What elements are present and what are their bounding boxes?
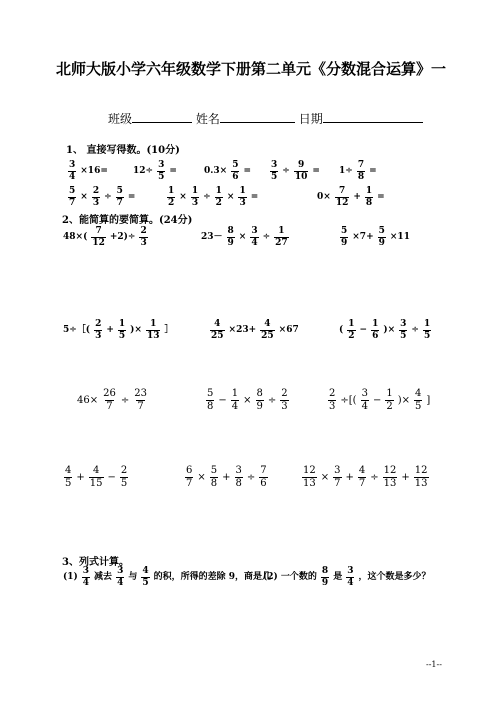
fraction	[231, 161, 239, 182]
name-label: 姓名	[195, 112, 220, 126]
numerator: 1	[348, 319, 355, 329]
denominator: 10	[294, 172, 308, 182]
expression-text: =	[369, 166, 377, 176]
denominator: 3	[140, 238, 147, 248]
fraction	[141, 567, 149, 588]
problem	[300, 466, 431, 489]
denominator: 9	[321, 578, 329, 588]
numerator: 5	[116, 186, 123, 196]
problem	[132, 161, 178, 182]
fraction	[340, 227, 348, 248]
expression-text: ×	[80, 192, 88, 202]
fraction	[321, 567, 329, 588]
fraction	[256, 389, 264, 412]
fraction	[231, 389, 239, 412]
fraction	[333, 466, 341, 489]
expression-text: )×	[383, 325, 396, 335]
denominator: 25	[261, 331, 274, 341]
class-field[interactable]	[132, 110, 192, 123]
denominator: 5	[65, 478, 72, 489]
denominator: 5	[120, 478, 128, 489]
fraction	[210, 320, 225, 341]
denominator: 6	[260, 478, 267, 489]
problem	[204, 389, 291, 412]
numerator: 7	[338, 186, 346, 196]
numerator: 7	[260, 465, 267, 476]
numerator: 5	[207, 388, 214, 399]
denominator: 8	[235, 478, 242, 489]
fraction	[215, 187, 223, 208]
numerator: 1	[239, 186, 246, 196]
denominator: 8	[365, 198, 373, 208]
numerator: 5	[341, 226, 348, 236]
expression-text: ×	[179, 192, 187, 202]
expression-text: ÷	[120, 394, 130, 406]
denominator: 2	[348, 331, 355, 341]
numerator: 4	[142, 566, 149, 576]
fraction	[191, 187, 199, 208]
fraction	[335, 187, 350, 208]
numerator: 1	[278, 226, 285, 236]
numerator: 2	[92, 186, 100, 196]
numerator: 5	[210, 465, 218, 476]
denominator: 9	[341, 238, 348, 248]
expression-text: ×	[320, 471, 330, 483]
denominator: 4	[231, 401, 239, 412]
numerator: 6	[186, 465, 193, 476]
denominator: 3	[95, 331, 102, 341]
expression-text: ×	[226, 192, 235, 202]
expression-text: +2)÷	[109, 232, 136, 242]
fraction	[383, 466, 398, 489]
numerator: 3	[82, 566, 90, 576]
fraction	[414, 389, 422, 412]
fraction	[139, 227, 147, 248]
fraction	[146, 320, 161, 341]
numerator: 12	[303, 465, 316, 476]
denominator: 7	[334, 478, 341, 489]
denominator: 3	[239, 198, 246, 208]
problem	[165, 187, 259, 208]
denominator: 4	[82, 578, 90, 588]
expression-text: −	[107, 471, 116, 483]
fraction	[118, 320, 126, 341]
numerator: 1	[191, 186, 199, 196]
expression-text: 0.3×	[204, 166, 228, 176]
problem	[200, 227, 291, 248]
fraction	[260, 320, 275, 341]
denominator: 8	[210, 478, 218, 489]
expression-text: ÷	[267, 394, 277, 406]
numerator: 1	[372, 319, 379, 329]
denominator: 9	[378, 238, 385, 248]
fraction	[102, 389, 117, 412]
denominator: 2	[168, 198, 175, 208]
denominator: 4	[117, 578, 124, 588]
fraction	[371, 320, 379, 341]
expression-text: 5÷［(	[63, 325, 91, 335]
expression-text: ÷	[262, 232, 271, 242]
expression-text: 的积，所得的差除 9，商是几	[153, 572, 272, 582]
section-heading-3: 3、列式计算。	[62, 557, 129, 568]
numerator: 7	[95, 226, 102, 236]
denominator: 13	[414, 478, 428, 489]
denominator: 5	[142, 578, 149, 588]
denominator: 5	[414, 401, 422, 412]
numerator: 7	[357, 160, 365, 170]
numerator: 8	[227, 226, 234, 236]
expression-text: ×67	[278, 325, 299, 335]
problem	[326, 389, 431, 412]
numerator: 4	[264, 319, 271, 329]
denominator: 3	[281, 401, 288, 412]
numerator: 3	[69, 160, 76, 170]
expression-text: ÷	[246, 471, 256, 483]
problem	[316, 187, 386, 208]
numerator: 2	[140, 226, 147, 236]
expression-text: ÷	[370, 471, 379, 483]
fraction	[365, 187, 373, 208]
fraction	[91, 227, 106, 248]
problem	[338, 227, 411, 248]
problem	[76, 389, 150, 412]
fraction	[357, 161, 365, 182]
denominator: 13	[146, 331, 160, 341]
expression-text: =	[377, 192, 385, 202]
fraction	[68, 161, 76, 182]
fraction	[302, 466, 317, 489]
fraction	[238, 187, 246, 208]
numerator: 4	[358, 465, 366, 476]
class-label: 班级	[108, 112, 133, 126]
problem	[62, 227, 150, 248]
expression-text: ×7+	[352, 232, 374, 242]
problem	[208, 320, 300, 341]
problem	[66, 187, 136, 208]
problem	[66, 161, 109, 182]
denominator: 3	[329, 401, 336, 412]
fraction	[133, 389, 148, 412]
numerator: 3	[347, 566, 354, 576]
fraction	[206, 389, 214, 412]
expression-text: +	[353, 192, 361, 202]
fraction	[82, 567, 90, 588]
fraction	[92, 187, 100, 208]
denominator: 9	[256, 401, 263, 412]
expression-text: −	[372, 394, 382, 406]
expression-text: 是	[333, 572, 343, 582]
denominator: 15	[89, 478, 103, 489]
numerator: 2	[120, 465, 128, 476]
expression-text: −	[359, 325, 368, 335]
expression-text: ×	[197, 471, 206, 483]
expression-text: 23－	[201, 232, 223, 242]
expression-text: ×11	[389, 232, 410, 242]
fraction	[328, 389, 336, 412]
denominator: 8	[357, 172, 365, 182]
denominator: 2	[386, 401, 393, 412]
expression-text: ÷	[104, 192, 112, 202]
numerator: 3	[117, 566, 124, 576]
expression-text: ÷	[411, 325, 419, 335]
problem	[268, 161, 321, 182]
numerator: 3	[251, 226, 258, 236]
fraction	[210, 466, 218, 489]
fraction	[385, 389, 393, 412]
denominator: 6	[232, 172, 239, 182]
fraction	[64, 466, 72, 489]
denominator: 5	[271, 172, 278, 182]
problem	[262, 567, 431, 588]
numerator: 5	[69, 186, 76, 196]
expression-text: ÷[(	[340, 394, 357, 406]
expression-text: )×	[130, 325, 142, 335]
expression-text: 1÷	[339, 166, 353, 176]
expression-text: 0×	[317, 192, 331, 202]
fraction	[270, 161, 278, 182]
fraction	[167, 187, 175, 208]
numerator: 4	[214, 319, 221, 329]
numerator: 3	[334, 465, 341, 476]
expression-text: ×	[238, 232, 247, 242]
numerator: 8	[256, 388, 263, 399]
expression-text: ，这个数是多少？	[358, 572, 431, 582]
fraction	[89, 466, 104, 489]
fraction	[361, 389, 369, 412]
denominator: 13	[383, 478, 397, 489]
expression-text: ]	[426, 394, 431, 406]
expression-text: (2) 一个数的	[263, 572, 317, 582]
expression-text: ］	[164, 325, 174, 335]
denominator: 4	[361, 401, 368, 412]
denominator: 2	[215, 198, 222, 208]
fraction	[414, 466, 429, 489]
denominator: 13	[303, 478, 316, 489]
denominator: 7	[137, 401, 144, 412]
expression-text: 48×(	[63, 232, 88, 242]
numerator: 1	[215, 186, 222, 196]
fraction	[157, 161, 165, 182]
expression-text: −	[218, 394, 227, 406]
denominator: 5	[423, 331, 431, 341]
expression-text: ÷	[282, 166, 290, 176]
numerator: 2	[281, 388, 288, 399]
denominator: 7	[358, 478, 366, 489]
problem	[62, 567, 272, 588]
numerator: 12	[383, 465, 397, 476]
denominator: 5	[158, 172, 165, 182]
denominator: 27	[275, 238, 288, 248]
numerator: 12	[414, 465, 428, 476]
fraction	[227, 227, 235, 248]
fraction	[94, 320, 102, 341]
denominator: 7	[116, 198, 123, 208]
numerator: 2	[95, 319, 102, 329]
numerator: 4	[414, 388, 422, 399]
fraction	[250, 227, 258, 248]
problem	[183, 466, 270, 489]
page-title: 北师大版小学六年级数学下册第二单元《分数混合运算》一	[56, 60, 447, 78]
denominator: 6	[372, 331, 379, 341]
numerator: 1	[231, 388, 239, 399]
numerator: 3	[361, 388, 368, 399]
name-field[interactable]	[220, 110, 295, 123]
numerator: 9	[297, 160, 305, 170]
fraction	[120, 466, 128, 489]
numerator: 3	[158, 160, 165, 170]
problem	[338, 161, 378, 182]
page-number: --1--	[426, 660, 442, 669]
expression-text: 12÷	[133, 166, 154, 176]
expression-text: )×	[397, 394, 410, 406]
denominator: 5	[118, 331, 126, 341]
numerator: 5	[232, 160, 239, 170]
denominator: 7	[69, 198, 76, 208]
numerator: 1	[423, 319, 431, 329]
fraction	[235, 466, 243, 489]
section-heading-2: 2、能简算的要简算。(24分)	[62, 215, 193, 226]
expression-text: 与	[128, 572, 138, 582]
denominator: 25	[211, 331, 224, 341]
numerator: 8	[321, 566, 329, 576]
fraction	[378, 227, 386, 248]
expression-text: (	[339, 325, 344, 335]
expression-text: +	[106, 325, 114, 335]
numerator: 1	[365, 186, 373, 196]
denominator: 12	[335, 198, 349, 208]
fraction	[116, 187, 124, 208]
denominator: 3	[92, 198, 100, 208]
denominator: 4	[251, 238, 258, 248]
fraction	[274, 227, 289, 248]
expression-text: +	[76, 471, 85, 483]
expression-text: =	[312, 166, 320, 176]
expression-text: (1)	[63, 572, 78, 582]
denominator: 3	[191, 198, 199, 208]
fraction	[259, 466, 267, 489]
fraction	[358, 466, 366, 489]
date-field[interactable]	[323, 110, 423, 123]
denominator: 12	[92, 238, 105, 248]
expression-text: =	[250, 192, 259, 202]
numerator: 1	[150, 319, 157, 329]
fraction	[294, 161, 309, 182]
expression-text: ×23+	[228, 325, 257, 335]
date-label: 日期	[298, 112, 323, 126]
numerator: 3	[400, 319, 407, 329]
problem	[62, 320, 175, 341]
expression-text: +	[401, 471, 410, 483]
denominator: 9	[227, 238, 234, 248]
denominator: 7	[106, 401, 113, 412]
expression-text: +	[345, 471, 354, 483]
numerator: 2	[329, 388, 336, 399]
fraction	[347, 320, 355, 341]
numerator: 3	[235, 465, 242, 476]
numerator: 3	[271, 160, 278, 170]
fraction	[116, 567, 124, 588]
numerator: 1	[168, 186, 175, 196]
numerator: 1	[386, 388, 393, 399]
expression-text: =	[243, 166, 252, 176]
expression-text: =	[127, 192, 136, 202]
denominator: 7	[186, 478, 193, 489]
expression-text: +	[222, 471, 231, 483]
fraction	[280, 389, 288, 412]
numerator: 4	[65, 465, 72, 476]
numerator: 23	[134, 388, 147, 399]
numerator: 4	[92, 465, 100, 476]
expression-text: ×	[243, 394, 252, 406]
expression-text: ÷	[203, 192, 211, 202]
numerator: 26	[103, 388, 116, 399]
fraction	[185, 466, 193, 489]
expression-text: 46×	[77, 394, 99, 406]
expression-text: =	[169, 166, 177, 176]
denominator: 4	[69, 172, 76, 182]
problem	[338, 320, 433, 341]
fraction	[399, 320, 407, 341]
expression-text: 减去	[94, 572, 113, 582]
expression-text: ×16=	[80, 166, 108, 176]
denominator: 8	[207, 401, 214, 412]
info-line	[108, 110, 423, 127]
fraction	[423, 320, 431, 341]
denominator: 4	[347, 578, 354, 588]
section-heading-1: 1、 直接写得数。(10分)	[66, 145, 180, 156]
fraction	[68, 187, 76, 208]
numerator: 5	[378, 226, 385, 236]
fraction	[346, 567, 354, 588]
problem	[203, 161, 252, 182]
denominator: 5	[400, 331, 407, 341]
numerator: 1	[118, 319, 126, 329]
problem	[62, 466, 130, 489]
